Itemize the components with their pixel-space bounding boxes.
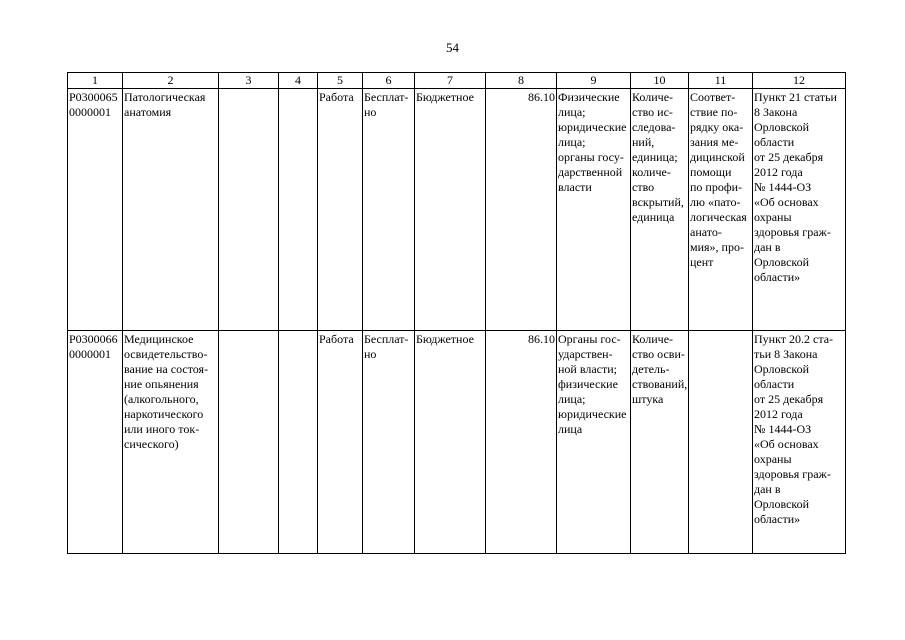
column-number: 10 — [631, 73, 689, 89]
legal-basis-cell: Пункт 21 статьи 8 Закона Орловской области от 25 декабря 2012 года № 1444-ОЗ «Об основах охраны здоровья граж- дан в Орловской области» — [753, 89, 846, 331]
column-numbers-row — [68, 73, 846, 89]
table-row — [68, 89, 846, 331]
column-number: 6 — [363, 73, 415, 89]
volume-indicator-cell: Количе- ство ис- следова- ний, единица; количе- ство вскрытий, единица — [631, 89, 689, 331]
volume-indicator-cell: Количе- ство осви- детель- ствований, штука — [631, 331, 689, 554]
service-type-cell: Работа — [318, 331, 363, 554]
registry-code-cell: Р0300065 0000001 — [68, 89, 123, 331]
consumers-cell: Физические лица; юридические лица; органы госу- дарственной власти — [557, 89, 631, 331]
column-number: 5 — [318, 73, 363, 89]
column-number: 9 — [557, 73, 631, 89]
table-cell — [219, 331, 279, 554]
service-name-cell: Медицинское освидетельство- вание на состоя- ние опьянения (алкогольного, наркотического или иного ток- сического) — [123, 331, 219, 554]
column-number: 7 — [415, 73, 486, 89]
registry-code-cell: Р0300066 0000001 — [68, 331, 123, 554]
services-table — [67, 72, 846, 554]
column-number: 4 — [279, 73, 318, 89]
quality-indicator-cell: Соответ- ствие по- рядку ока- зания ме- дицинской помощи по профи- лю «пато- логическая анато- мия», про- цент — [689, 89, 753, 331]
column-number: 2 — [123, 73, 219, 89]
column-number: 11 — [689, 73, 753, 89]
institution-type-cell: Бюджетное — [415, 331, 486, 554]
okved-code-cell: 86.10 — [486, 331, 557, 554]
column-number: 3 — [219, 73, 279, 89]
page-number: 54 — [446, 40, 459, 55]
table-row — [68, 331, 846, 554]
service-name-cell: Патологическая анатомия — [123, 89, 219, 331]
consumers-cell: Органы гос- ударствен- ной власти; физические лица; юридические лица — [557, 331, 631, 554]
legal-basis-cell: Пункт 20.2 ста- тьи 8 Закона Орловской области от 25 декабря 2012 года № 1444-ОЗ «Об основах охраны здоровья граж- дан в Орловской области» — [753, 331, 846, 554]
payment-cell: Бесплат- но — [363, 89, 415, 331]
column-number: 8 — [486, 73, 557, 89]
table-cell — [219, 89, 279, 331]
service-type-cell: Работа — [318, 89, 363, 331]
institution-type-cell: Бюджетное — [415, 89, 486, 331]
okved-code-cell: 86.10 — [486, 89, 557, 331]
table-cell — [279, 331, 318, 554]
column-number: 1 — [68, 73, 123, 89]
payment-cell: Бесплат- но — [363, 331, 415, 554]
quality-indicator-cell — [689, 331, 753, 554]
column-number: 12 — [753, 73, 846, 89]
table-cell — [279, 89, 318, 331]
